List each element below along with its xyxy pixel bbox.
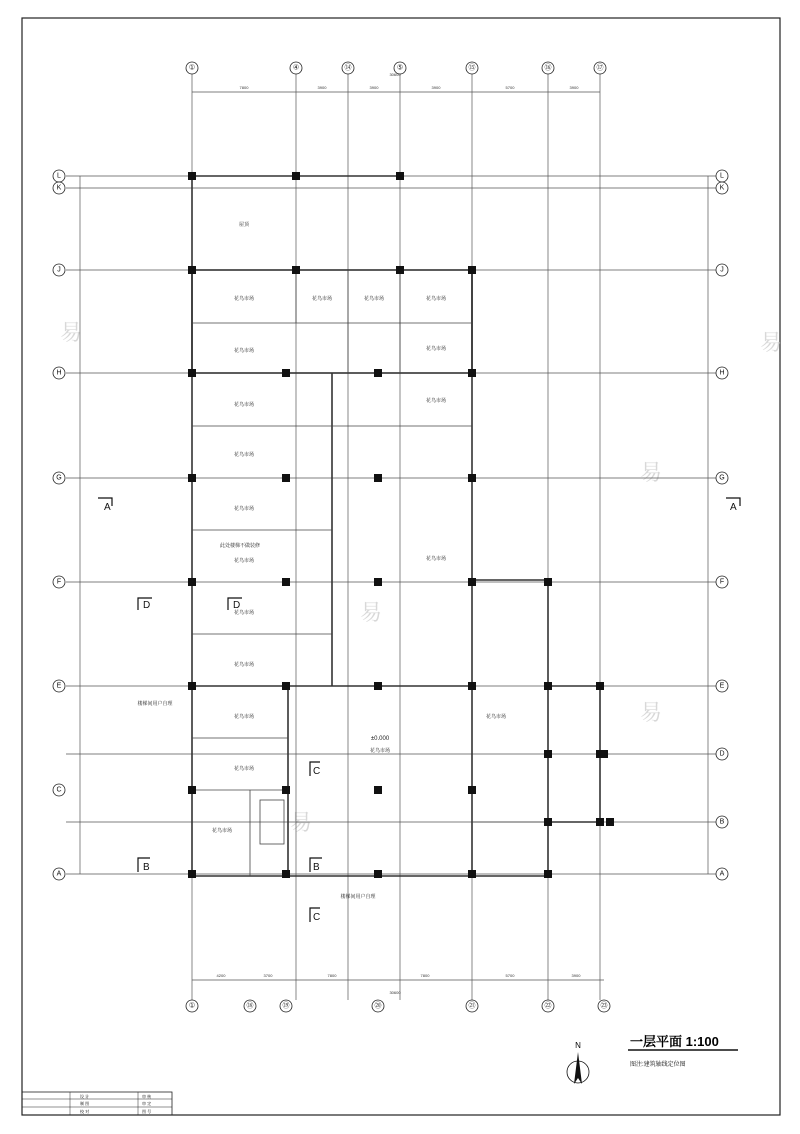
axis-bottom-4-label: ⑳ — [374, 1002, 382, 1010]
axis-left-9 — [53, 868, 65, 880]
column-39 — [374, 870, 382, 878]
axis-bottom-5-label: ㉑ — [468, 1002, 476, 1010]
axis-left-7-label: E — [56, 682, 62, 690]
column-6 — [396, 266, 404, 274]
axis-right-3-label: J — [720, 266, 724, 274]
axis-top-6 — [542, 62, 554, 74]
axis-top-3-label: ⑭ — [344, 64, 352, 72]
axis-right-10-label: A — [719, 870, 725, 878]
wall-block-upper — [192, 270, 472, 373]
watermark-1: 易 — [60, 321, 83, 346]
watermark-6: 易 — [290, 811, 313, 836]
axis-left-4-label: H — [56, 369, 62, 377]
room-label-roof: 屋顶 — [238, 222, 250, 228]
north-arrow-pointer — [574, 1052, 582, 1084]
column-40 — [468, 870, 476, 878]
column-1 — [188, 172, 196, 180]
sheet-border — [22, 18, 783, 1115]
drawing-title: 一层平面 1:100 — [630, 1034, 719, 1049]
room-label-1: 花鸟市场 — [233, 296, 255, 302]
note-room: 此处楼梯不做装修 — [219, 543, 261, 549]
room-label-big-hall: 花鸟市场 — [369, 748, 391, 754]
axis-right-10 — [716, 868, 728, 880]
column-17 — [282, 578, 290, 586]
axis-right-4 — [716, 367, 728, 379]
axis-bottom-6-label: ㉒ — [544, 1002, 552, 1010]
section-mark-c-top: C — [313, 766, 321, 777]
axis-left-1-label: L — [57, 172, 61, 180]
section-mark-a-left: A — [104, 502, 111, 513]
north-arrow-label: N — [575, 1041, 581, 1050]
axis-top-5-label: ⑮ — [468, 64, 476, 72]
watermark-3: 易 — [640, 461, 663, 486]
top-dim-3: 3900 — [369, 85, 379, 90]
column-9 — [282, 369, 290, 377]
axis-left-3-label: J — [57, 266, 61, 274]
column-41 — [544, 870, 552, 878]
column-21 — [188, 682, 196, 690]
axis-right-7 — [716, 680, 728, 692]
columns — [188, 172, 614, 878]
title-cell-r1c1: 设 计 — [80, 1094, 90, 1099]
bottom-dim-5: 5700 — [505, 973, 515, 978]
axis-right-1-label: L — [720, 172, 724, 180]
column-35 — [596, 818, 604, 826]
top-total-dim: 30600 — [389, 72, 401, 77]
room-label-15: 花鸟市场 — [233, 714, 255, 720]
watermark-layer — [60, 321, 782, 836]
axis-top-5 — [466, 62, 478, 74]
axis-left-2 — [53, 182, 65, 194]
axis-bottom-7-label: ㉓ — [600, 1002, 608, 1010]
axis-right-9 — [716, 816, 728, 828]
column-8 — [188, 369, 196, 377]
axis-right-4-label: H — [719, 369, 725, 377]
axis-bottom-3 — [280, 1000, 292, 1012]
axis-right-6 — [716, 576, 728, 588]
column-28 — [282, 786, 290, 794]
elevation-mark: ±0.000 — [370, 736, 390, 742]
bottom-total-dim: 30600 — [389, 990, 401, 995]
column-36 — [606, 818, 614, 826]
axis-bottom-5 — [466, 1000, 478, 1012]
grid-lines — [66, 74, 716, 1000]
axis-right-5 — [716, 472, 728, 484]
room-label-14: 花鸟市场 — [233, 662, 255, 668]
column-29 — [374, 786, 382, 794]
axis-bottom-4 — [372, 1000, 384, 1012]
axis-top-7-label: ⑰ — [596, 64, 604, 72]
room-label-7: 花鸟市场 — [233, 402, 255, 408]
title-cell-r2c1: 制 图 — [80, 1101, 90, 1106]
axis-right-9-label: B — [719, 818, 725, 826]
column-26 — [596, 682, 604, 690]
bottom-dim-2: 3700 — [263, 973, 273, 978]
room-label-2: 花鸟市场 — [311, 296, 333, 302]
dimensions — [217, 72, 582, 995]
room-label-17: 花鸟市场 — [211, 828, 233, 834]
axis-left-6 — [53, 576, 65, 588]
column-14 — [374, 474, 382, 482]
column-19 — [468, 578, 476, 586]
annotations — [137, 542, 375, 900]
axis-right-3 — [716, 264, 728, 276]
title-cell-r3c1: 校 对 — [80, 1109, 90, 1114]
room-label-3: 花鸟市场 — [363, 296, 385, 302]
section-mark-c-bottom: C — [313, 912, 321, 923]
axis-top-4-label: ⑤ — [396, 64, 404, 72]
title-cell-r1c2: 审 核 — [142, 1094, 152, 1099]
room-label-6: 花鸟市场 — [425, 346, 447, 352]
bottom-dim-3: 7800 — [327, 973, 337, 978]
column-5 — [292, 266, 300, 274]
column-2 — [292, 172, 300, 180]
watermark-4: 易 — [640, 701, 663, 726]
column-16 — [188, 578, 196, 586]
column-23 — [374, 682, 382, 690]
column-11 — [468, 369, 476, 377]
top-dim-5: 5700 — [505, 85, 515, 90]
room-labels — [212, 221, 506, 834]
watermark-2: 易 — [360, 601, 383, 626]
top-dim-4: 3900 — [431, 85, 441, 90]
axis-top-2-label: ④ — [292, 64, 300, 72]
axis-right-7-label: E — [719, 682, 725, 690]
section-mark-d-left: D — [143, 600, 151, 611]
axis-top-6-label: ⑯ — [544, 64, 552, 72]
axis-left-1 — [53, 170, 65, 182]
column-33 — [600, 750, 608, 758]
column-22 — [282, 682, 290, 690]
section-mark-b-left: B — [143, 862, 150, 873]
axis-left-8-label: C — [56, 786, 62, 794]
column-30 — [468, 786, 476, 794]
top-dim-2: 3900 — [317, 85, 327, 90]
axis-left-5-label: G — [56, 474, 62, 482]
axis-right-5-label: G — [719, 474, 725, 482]
room-label-5: 花鸟市场 — [233, 348, 255, 354]
watermark-5: 易 — [760, 331, 783, 356]
axis-top-2 — [290, 62, 302, 74]
axis-bottom-3-label: ⑲ — [282, 1002, 290, 1010]
axis-right-2 — [716, 182, 728, 194]
room-label-10: 花鸟市场 — [233, 506, 255, 512]
room-label-11: 花鸟市场 — [233, 558, 255, 564]
room-label-12: 花鸟市场 — [425, 556, 447, 562]
drawing-subtitle: 图注:建筑轴线定位图 — [630, 1062, 686, 1068]
north-arrow — [567, 1041, 589, 1084]
axis-right-6-label: F — [719, 578, 725, 586]
axis-bubbles — [53, 62, 728, 1012]
column-10 — [374, 369, 382, 377]
column-12 — [188, 474, 196, 482]
column-34 — [544, 818, 552, 826]
axis-left-7 — [53, 680, 65, 692]
axis-left-3 — [53, 264, 65, 276]
column-37 — [188, 870, 196, 878]
axis-top-1 — [186, 62, 198, 74]
axis-left-6-label: F — [56, 578, 62, 586]
room-label-4: 花鸟市场 — [425, 296, 447, 302]
axis-bottom-2 — [244, 1000, 256, 1012]
axis-left-9-label: A — [56, 870, 62, 878]
column-27 — [188, 786, 196, 794]
axis-right-2-label: K — [719, 184, 725, 192]
section-mark-d-right: D — [233, 600, 241, 611]
room-label-18: 花鸟市场 — [485, 714, 507, 720]
column-4 — [188, 266, 196, 274]
column-13 — [282, 474, 290, 482]
axis-top-3 — [342, 62, 354, 74]
bottom-dim-4: 7800 — [420, 973, 430, 978]
axis-bottom-1 — [186, 1000, 198, 1012]
column-20 — [544, 578, 552, 586]
bottom-dim-6: 3900 — [571, 973, 581, 978]
axis-top-7 — [594, 62, 606, 74]
axis-right-8 — [716, 748, 728, 760]
column-24 — [468, 682, 476, 690]
column-15 — [468, 474, 476, 482]
axis-top-1-label: ① — [188, 64, 196, 72]
axis-bottom-2-label: ⑱ — [246, 1002, 254, 1010]
section-mark-a-right: A — [730, 502, 737, 513]
axis-bottom-6 — [542, 1000, 554, 1012]
axis-left-5 — [53, 472, 65, 484]
column-38 — [282, 870, 290, 878]
note-shop: 楼梯间用户自理 — [340, 894, 376, 900]
column-25 — [544, 682, 552, 690]
room-label-9: 花鸟市场 — [233, 452, 255, 458]
axis-bottom-7 — [598, 1000, 610, 1012]
room-label-16: 花鸟市场 — [233, 766, 255, 772]
title-cell-r2c2: 审 定 — [142, 1101, 152, 1106]
axis-left-2-label: K — [56, 184, 62, 192]
column-7 — [468, 266, 476, 274]
axis-left-4 — [53, 367, 65, 379]
axis-bottom-1-label: ① — [188, 1002, 196, 1010]
room-label-8: 花鸟市场 — [425, 398, 447, 404]
top-dim-1: 7800 — [239, 85, 249, 90]
column-18 — [374, 578, 382, 586]
title-block-table — [22, 1092, 172, 1115]
top-dim-6: 3900 — [569, 85, 579, 90]
section-mark-b-right: B — [313, 862, 320, 873]
axis-right-8-label: D — [719, 750, 725, 758]
column-3 — [396, 172, 404, 180]
column-31 — [544, 750, 552, 758]
axis-left-8 — [53, 784, 65, 796]
note-entrance: 楼梯间用户自理 — [137, 701, 173, 707]
axis-right-1 — [716, 170, 728, 182]
title-cell-r3c2: 图 号 — [142, 1109, 152, 1114]
bottom-dim-1: 4200 — [216, 973, 226, 978]
room-label-13: 花鸟市场 — [233, 610, 255, 616]
drawing-title-block — [628, 1034, 738, 1068]
